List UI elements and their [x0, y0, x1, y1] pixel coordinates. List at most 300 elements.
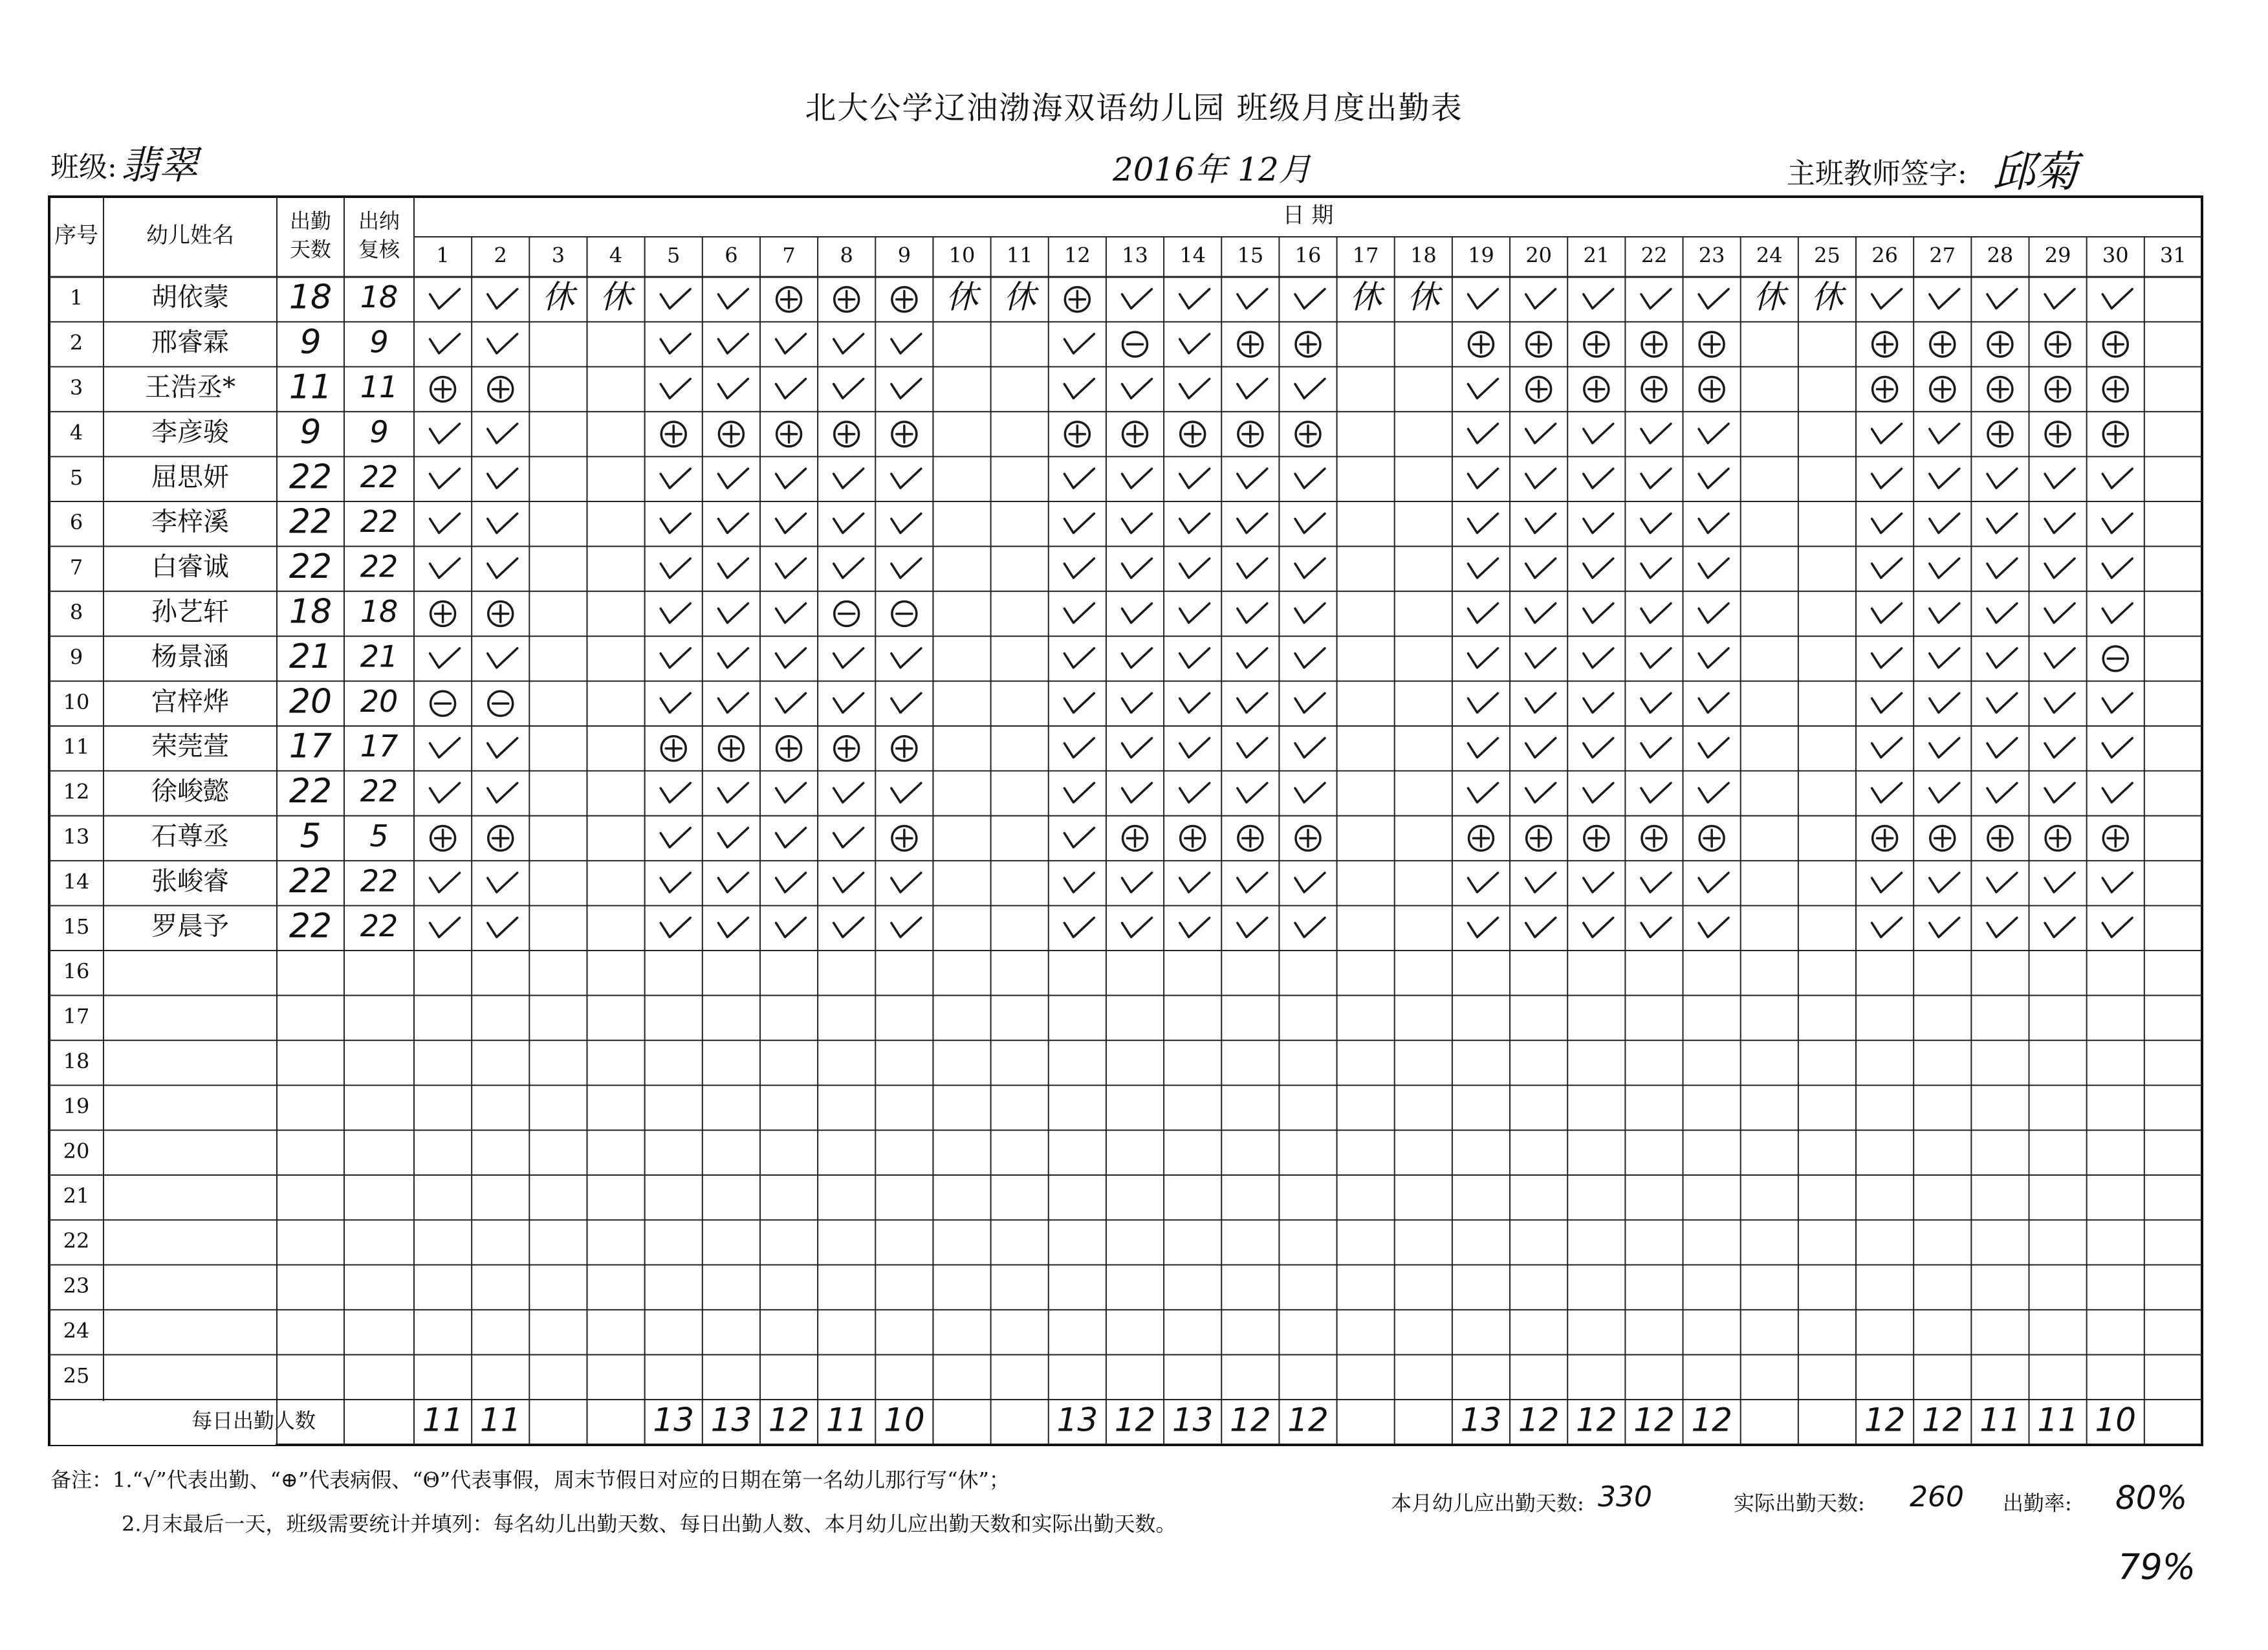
check-mark — [1238, 604, 1267, 623]
check-mark — [1180, 648, 1210, 668]
check-mark — [1699, 289, 1728, 309]
check-mark — [1872, 738, 1902, 758]
check-mark — [1122, 873, 1152, 892]
check-mark — [660, 334, 690, 353]
check-mark — [776, 648, 806, 668]
check-mark — [718, 873, 748, 892]
check-mark — [1930, 648, 1959, 668]
check-mark — [1641, 693, 1671, 712]
check-mark — [1872, 289, 1902, 309]
month-value: 2016年 12月 — [1113, 151, 1311, 188]
check-mark — [891, 468, 921, 488]
check-mark — [834, 783, 864, 802]
day-number: 19 — [1468, 243, 1494, 268]
check-mark — [718, 693, 748, 712]
check-mark — [2045, 738, 2075, 758]
check-mark — [1987, 783, 2017, 802]
check-mark — [660, 918, 690, 937]
row-index: 15 — [63, 914, 90, 939]
check-mark — [1699, 738, 1728, 758]
day-number: 8 — [840, 243, 853, 268]
cashier-check: 9 — [369, 324, 389, 360]
check-mark — [1064, 379, 1094, 399]
check-mark — [834, 379, 864, 399]
cashier-check: 5 — [369, 819, 389, 853]
day-number: 1 — [436, 243, 450, 268]
daily-count: 11 — [1979, 1401, 2021, 1439]
check-mark — [1238, 468, 1267, 488]
check-mark — [1699, 604, 1728, 623]
check-mark — [488, 783, 518, 802]
check-mark — [718, 828, 748, 848]
day-number: 6 — [725, 243, 738, 268]
attendance-days: 18 — [289, 278, 333, 317]
check-mark — [1641, 558, 1671, 578]
check-mark — [2045, 514, 2075, 533]
check-mark — [488, 334, 518, 353]
check-mark — [1180, 558, 1210, 578]
check-mark — [1295, 783, 1325, 802]
check-mark — [1064, 604, 1094, 623]
rest-day-mark: 休 — [1407, 278, 1440, 316]
attendance-days: 11 — [289, 368, 333, 407]
row-index: 14 — [63, 869, 90, 894]
check-mark — [1641, 424, 1671, 443]
check-mark — [1295, 604, 1325, 623]
check-mark — [1122, 379, 1152, 399]
daily-count: 10 — [884, 1401, 925, 1439]
rest-day-mark: 休 — [600, 278, 633, 316]
daily-count: 12 — [1575, 1401, 1617, 1439]
check-mark — [1180, 604, 1210, 623]
check-mark — [1295, 693, 1325, 712]
check-mark — [1064, 738, 1094, 758]
check-mark — [1584, 873, 1613, 892]
row-index: 1 — [69, 285, 83, 311]
attendance-days: 22 — [289, 547, 333, 587]
daily-count: 12 — [1921, 1401, 1963, 1439]
check-mark — [1122, 514, 1152, 533]
check-mark — [1987, 289, 2017, 309]
check-mark — [488, 738, 518, 758]
check-mark — [1122, 918, 1152, 937]
check-mark — [1122, 693, 1152, 712]
row-index: 20 — [63, 1138, 90, 1163]
day-number: 12 — [1063, 243, 1091, 268]
check-mark — [776, 783, 806, 802]
check-mark — [1238, 558, 1267, 578]
row-index: 22 — [63, 1228, 90, 1253]
daily-count: 13 — [1460, 1401, 1502, 1439]
child-name: 罗晨予 — [151, 911, 229, 941]
attendance-days: 22 — [289, 907, 333, 946]
check-mark — [1238, 918, 1267, 937]
attendance-days: 22 — [289, 502, 333, 542]
check-mark — [718, 918, 748, 937]
check-mark — [1064, 783, 1094, 802]
row-index: 7 — [69, 555, 83, 580]
check-mark — [1930, 558, 1959, 578]
check-mark — [660, 379, 690, 399]
child-name: 徐峻懿 — [151, 776, 229, 807]
check-mark — [1526, 873, 1556, 892]
daily-count: 13 — [1056, 1401, 1098, 1439]
day-number: 21 — [1583, 243, 1610, 268]
check-mark — [1526, 514, 1556, 533]
rate-label: 出勤率: — [2003, 1491, 2072, 1515]
check-mark — [1526, 468, 1556, 488]
note-2: 2.月末最后一天，班级需要统计并填列：每名幼儿出勤天数、每日出勤人数、本月幼儿应出勤天数和实际出勤天数。 — [122, 1512, 1177, 1536]
day-number: 5 — [667, 243, 681, 268]
rest-day-mark: 休 — [1811, 278, 1844, 316]
cashier-check: 11 — [360, 369, 398, 404]
check-mark — [1641, 873, 1671, 892]
attendance-days: 5 — [300, 817, 322, 856]
rest-day-mark: 休 — [541, 278, 574, 316]
check-mark — [1295, 558, 1325, 578]
check-mark — [891, 558, 921, 578]
check-mark — [1930, 424, 1959, 443]
check-mark — [1930, 514, 1959, 533]
check-mark — [718, 468, 748, 488]
check-mark — [1872, 604, 1902, 623]
row-index: 18 — [63, 1049, 90, 1073]
check-mark — [430, 558, 460, 578]
check-mark — [1987, 648, 2017, 668]
cashier-check: 18 — [360, 280, 398, 315]
row-index: 23 — [63, 1273, 90, 1298]
check-mark — [430, 918, 460, 937]
check-mark — [660, 693, 690, 712]
check-mark — [1987, 604, 2017, 623]
check-mark — [1180, 783, 1210, 802]
check-mark — [891, 918, 921, 937]
check-mark — [1872, 873, 1902, 892]
check-mark — [1930, 918, 1959, 937]
row-index: 11 — [63, 734, 90, 760]
check-mark — [2102, 693, 2132, 712]
header-date: 日 期 — [1282, 203, 1334, 228]
check-mark — [2045, 918, 2075, 937]
actual-days-value: 260 — [1910, 1480, 1964, 1513]
check-mark — [1526, 289, 1556, 309]
check-mark — [2102, 604, 2132, 623]
check-mark — [1468, 918, 1498, 937]
header-index: 序号 — [54, 223, 98, 248]
check-mark — [2102, 873, 2132, 892]
check-mark — [891, 379, 921, 399]
rest-day-mark: 休 — [1003, 278, 1036, 316]
check-mark — [1122, 604, 1152, 623]
check-mark — [1641, 468, 1671, 488]
daily-count: 11 — [825, 1401, 867, 1439]
cashier-check: 22 — [360, 773, 398, 809]
check-mark — [718, 289, 748, 309]
cashier-check: 22 — [360, 908, 398, 943]
check-mark — [1180, 738, 1210, 758]
attendance-days: 22 — [289, 457, 333, 497]
check-mark — [1180, 468, 1210, 488]
check-mark — [1584, 514, 1613, 533]
check-mark — [1641, 783, 1671, 802]
check-mark — [1238, 693, 1267, 712]
row-index: 24 — [63, 1318, 90, 1343]
daily-count: 12 — [1691, 1401, 1732, 1439]
check-mark — [1180, 289, 1210, 309]
check-mark — [1699, 873, 1728, 892]
check-mark — [1930, 873, 1959, 892]
check-mark — [1238, 873, 1267, 892]
day-number: 9 — [897, 243, 911, 268]
day-number: 16 — [1294, 243, 1322, 268]
check-mark — [1526, 693, 1556, 712]
check-mark — [488, 918, 518, 937]
actual-days-label: 实际出勤天数: — [1734, 1491, 1865, 1515]
check-mark — [660, 828, 690, 848]
check-mark — [2102, 918, 2132, 937]
cashier-check: 22 — [360, 863, 398, 899]
check-mark — [1526, 918, 1556, 937]
check-mark — [1238, 648, 1267, 668]
attendance-days: 20 — [289, 682, 333, 721]
check-mark — [660, 514, 690, 533]
check-mark — [1872, 693, 1902, 712]
check-mark — [834, 558, 864, 578]
child-name: 荣莞萱 — [151, 731, 229, 762]
cashier-check: 18 — [360, 594, 398, 629]
check-mark — [1584, 424, 1613, 443]
row-index: 12 — [63, 779, 90, 804]
check-mark — [430, 289, 460, 309]
check-mark — [891, 648, 921, 668]
check-mark — [1180, 514, 1210, 533]
day-number: 23 — [1698, 243, 1725, 268]
check-mark — [891, 514, 921, 533]
daily-count: 12 — [1633, 1401, 1675, 1439]
check-mark — [1987, 558, 2017, 578]
check-mark — [1641, 648, 1671, 668]
check-mark — [776, 918, 806, 937]
note-1: 备注：1.“√”代表出勤、“⊕”代表病假、“Θ”代表事假，周末节假日对应的日期在第一名幼儿那行写“休”； — [50, 1468, 1010, 1492]
check-mark — [776, 693, 806, 712]
check-mark — [660, 558, 690, 578]
check-mark — [1584, 783, 1613, 802]
check-mark — [718, 604, 748, 623]
check-mark — [1180, 379, 1210, 399]
day-number: 14 — [1179, 243, 1206, 268]
check-mark — [1295, 289, 1325, 309]
daily-count: 13 — [710, 1401, 752, 1439]
check-mark — [1238, 289, 1267, 309]
daily-count: 13 — [1172, 1401, 1214, 1439]
check-mark — [2102, 468, 2132, 488]
check-mark — [1584, 468, 1613, 488]
check-mark — [430, 648, 460, 668]
header-name: 幼儿姓名 — [146, 223, 234, 248]
cashier-check: 21 — [360, 639, 398, 674]
daily-count: 11 — [2037, 1401, 2078, 1439]
rest-day-mark: 休 — [946, 278, 979, 316]
check-mark — [718, 514, 748, 533]
check-mark — [430, 424, 460, 443]
check-mark — [1468, 648, 1498, 668]
check-mark — [1295, 918, 1325, 937]
row-index: 8 — [69, 600, 83, 624]
check-mark — [1872, 514, 1902, 533]
check-mark — [1468, 873, 1498, 892]
check-mark — [1699, 918, 1728, 937]
check-mark — [1872, 783, 1902, 802]
check-mark — [718, 558, 748, 578]
check-mark — [660, 604, 690, 623]
check-mark — [488, 468, 518, 488]
day-number: 27 — [1929, 243, 1956, 268]
check-mark — [1468, 514, 1498, 533]
check-mark — [776, 379, 806, 399]
check-mark — [488, 558, 518, 578]
check-mark — [776, 468, 806, 488]
daily-count-label: 每日出勤人数 — [191, 1408, 316, 1433]
attendance-days: 17 — [289, 727, 333, 766]
check-mark — [1699, 514, 1728, 533]
daily-count: 13 — [653, 1401, 695, 1439]
check-mark — [1295, 468, 1325, 488]
check-mark — [1584, 738, 1613, 758]
daily-count: 10 — [2095, 1401, 2137, 1439]
day-number: 13 — [1122, 243, 1148, 268]
check-mark — [430, 514, 460, 533]
check-mark — [834, 468, 864, 488]
check-mark — [1295, 738, 1325, 758]
check-mark — [1584, 289, 1613, 309]
check-mark — [891, 334, 921, 353]
check-mark — [1872, 648, 1902, 668]
check-mark — [1699, 783, 1728, 802]
check-mark — [488, 873, 518, 892]
child-name: 杨景涵 — [151, 641, 229, 672]
row-index: 19 — [63, 1094, 90, 1119]
row-index: 17 — [63, 1004, 90, 1029]
check-mark — [718, 783, 748, 802]
check-mark — [2045, 468, 2075, 488]
check-mark — [1180, 693, 1210, 712]
child-name: 张峻睿 — [151, 866, 229, 896]
row-index: 2 — [69, 330, 83, 355]
cashier-check: 20 — [360, 683, 398, 719]
check-mark — [834, 828, 864, 848]
daily-count: 11 — [479, 1401, 521, 1439]
day-number: 11 — [1006, 243, 1033, 268]
check-mark — [1930, 289, 1959, 309]
day-number: 4 — [609, 243, 623, 268]
header-check: 复核 — [358, 237, 400, 262]
check-mark — [1468, 379, 1498, 399]
check-mark — [1987, 738, 2017, 758]
daily-count: 12 — [1518, 1401, 1560, 1439]
check-mark — [488, 514, 518, 533]
daily-count: 11 — [422, 1401, 464, 1439]
header-check: 出纳 — [358, 208, 400, 234]
check-mark — [1987, 468, 2017, 488]
daily-count: 12 — [1864, 1401, 1906, 1439]
check-mark — [1180, 918, 1210, 937]
check-mark — [1122, 783, 1152, 802]
check-mark — [2102, 289, 2132, 309]
child-name: 胡依蒙 — [151, 282, 229, 313]
check-mark — [430, 873, 460, 892]
check-mark — [430, 738, 460, 758]
check-mark — [1584, 558, 1613, 578]
cashier-check: 22 — [360, 549, 398, 584]
attendance-days: 21 — [289, 637, 333, 676]
day-number: 26 — [1871, 243, 1898, 268]
check-mark — [776, 828, 806, 848]
check-mark — [718, 648, 748, 668]
check-mark — [2045, 648, 2075, 668]
check-mark — [488, 289, 518, 309]
check-mark — [1468, 289, 1498, 309]
header-days: 出勤 — [289, 208, 332, 234]
teacher-signature: 邱菊 — [1992, 147, 2078, 197]
check-mark — [1295, 648, 1325, 668]
check-mark — [2102, 783, 2132, 802]
rate-value: 80% — [2115, 1479, 2188, 1517]
check-mark — [1641, 918, 1671, 937]
check-mark — [1641, 514, 1671, 533]
check-mark — [1468, 738, 1498, 758]
check-mark — [1064, 918, 1094, 937]
check-mark — [1238, 783, 1267, 802]
check-mark — [1987, 514, 2017, 533]
check-mark — [1872, 918, 1902, 937]
check-mark — [2045, 783, 2075, 802]
check-mark — [1526, 424, 1556, 443]
day-number: 31 — [2160, 243, 2186, 268]
check-mark — [1180, 873, 1210, 892]
check-mark — [660, 468, 690, 488]
attendance-days: 18 — [289, 592, 333, 632]
check-mark — [834, 648, 864, 668]
check-mark — [718, 379, 748, 399]
daily-count: 12 — [768, 1401, 810, 1439]
check-mark — [2102, 558, 2132, 578]
day-number: 25 — [1814, 243, 1840, 268]
row-index: 5 — [69, 465, 83, 490]
check-mark — [430, 334, 460, 353]
check-mark — [1584, 648, 1613, 668]
check-mark — [1238, 738, 1267, 758]
header-days: 天数 — [289, 237, 332, 262]
check-mark — [2045, 289, 2075, 309]
check-mark — [488, 424, 518, 443]
child-name: 李梓溪 — [151, 507, 229, 537]
day-number: 18 — [1410, 243, 1437, 268]
day-number: 29 — [2044, 243, 2071, 268]
child-name: 屈思妍 — [151, 462, 229, 492]
check-mark — [1122, 289, 1152, 309]
check-mark — [2102, 514, 2132, 533]
check-mark — [1064, 558, 1094, 578]
row-index: 25 — [63, 1363, 90, 1388]
check-mark — [1180, 334, 1210, 353]
check-mark — [1699, 693, 1728, 712]
check-mark — [776, 334, 806, 353]
check-mark — [1930, 604, 1959, 623]
child-name: 石尊丞 — [151, 821, 229, 852]
attendance-days: 22 — [289, 861, 333, 901]
daily-count: 12 — [1287, 1401, 1329, 1439]
row-index: 4 — [69, 420, 83, 445]
